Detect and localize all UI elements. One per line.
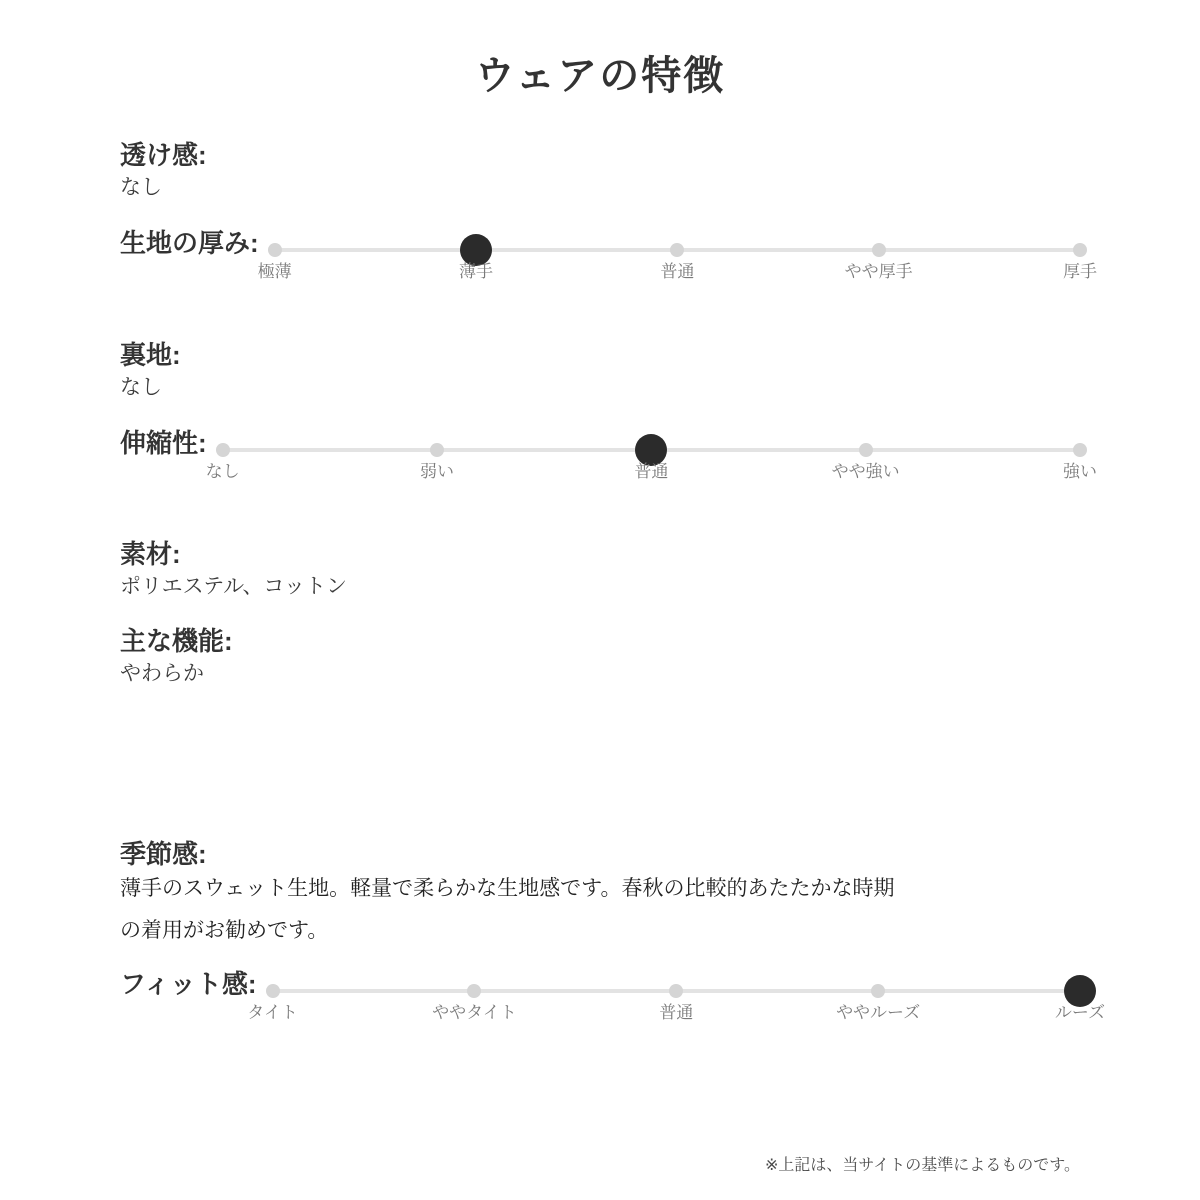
scale-tick-label: 普通 xyxy=(660,262,695,281)
scale-tick-label: やや強い xyxy=(831,462,900,481)
section-material xyxy=(120,539,1080,599)
thickness-scale xyxy=(257,228,1097,286)
material-value: ポリエステル、コットン xyxy=(120,575,348,598)
thickness-label: 生地の厚み: xyxy=(120,228,259,258)
scale-dot xyxy=(871,984,885,998)
section-lining xyxy=(120,340,1080,400)
scale-dot xyxy=(268,243,282,257)
page-title: ウェアの特徴 xyxy=(474,54,726,98)
scale-tick-label: なし xyxy=(205,462,240,481)
scale-dot xyxy=(430,443,444,457)
scale-tick-label: ルーズ xyxy=(1054,1003,1106,1022)
scale-dot xyxy=(467,984,481,998)
section-season xyxy=(120,839,1080,943)
scale-dot xyxy=(670,243,684,257)
thickness-track-area xyxy=(257,228,1097,286)
season-description-line-2: の着用がお勧めです。 xyxy=(120,919,329,942)
scale-tick-label: 普通 xyxy=(634,462,669,481)
section-stretch xyxy=(120,428,1097,486)
wear-features-panel xyxy=(0,52,1200,1027)
scale-tick-label: タイト xyxy=(247,1003,298,1022)
functions-label: 主な機能: xyxy=(120,626,233,656)
material-label: 素材: xyxy=(120,539,181,569)
scale-dot xyxy=(1073,243,1087,257)
scale-dot xyxy=(872,243,886,257)
stretch-label: 伸縮性: xyxy=(120,428,207,458)
section-fit xyxy=(120,969,1106,1027)
scale-tick-label: 薄手 xyxy=(459,262,493,281)
scale-tick-label: 弱い xyxy=(420,462,454,481)
scale-tick-label: 普通 xyxy=(659,1003,694,1022)
scale-dot xyxy=(1073,443,1087,457)
scale-tick-label: ややタイト xyxy=(432,1003,517,1022)
scale-dot xyxy=(266,984,280,998)
sheerness-label: 透け感: xyxy=(120,140,207,170)
scale-tick-label: ややルーズ xyxy=(836,1003,921,1022)
sheerness-value: なし xyxy=(120,176,162,199)
fit-label: フィット感: xyxy=(120,969,257,999)
functions-value: やわらか xyxy=(120,662,204,685)
season-description-line-1: 薄手のスウェット生地。軽量で柔らかな生地感です。春秋の比較的あたたかな時期 xyxy=(120,877,895,900)
stretch-track-area xyxy=(205,428,1097,486)
scale-dot xyxy=(669,984,683,998)
section-sheerness xyxy=(120,140,1080,200)
fit-track-area xyxy=(247,969,1106,1027)
scale-tick-label: 極薄 xyxy=(257,262,292,281)
footnote: ※上記は、当サイトの基準によるものです。 xyxy=(764,1157,1080,1174)
scale-dot xyxy=(216,443,230,457)
section-functions xyxy=(120,626,1080,686)
scale-tick-label: 厚手 xyxy=(1063,262,1097,281)
season-label: 季節感: xyxy=(120,839,207,869)
lining-value: なし xyxy=(120,376,162,399)
fit-scale xyxy=(247,969,1106,1027)
scale-tick-label: 強い xyxy=(1063,462,1097,481)
scale-tick-label: やや厚手 xyxy=(844,262,913,281)
stretch-scale xyxy=(205,428,1097,486)
scale-dot xyxy=(859,443,873,457)
lining-label: 裏地: xyxy=(120,340,181,370)
section-thickness xyxy=(120,228,1097,286)
